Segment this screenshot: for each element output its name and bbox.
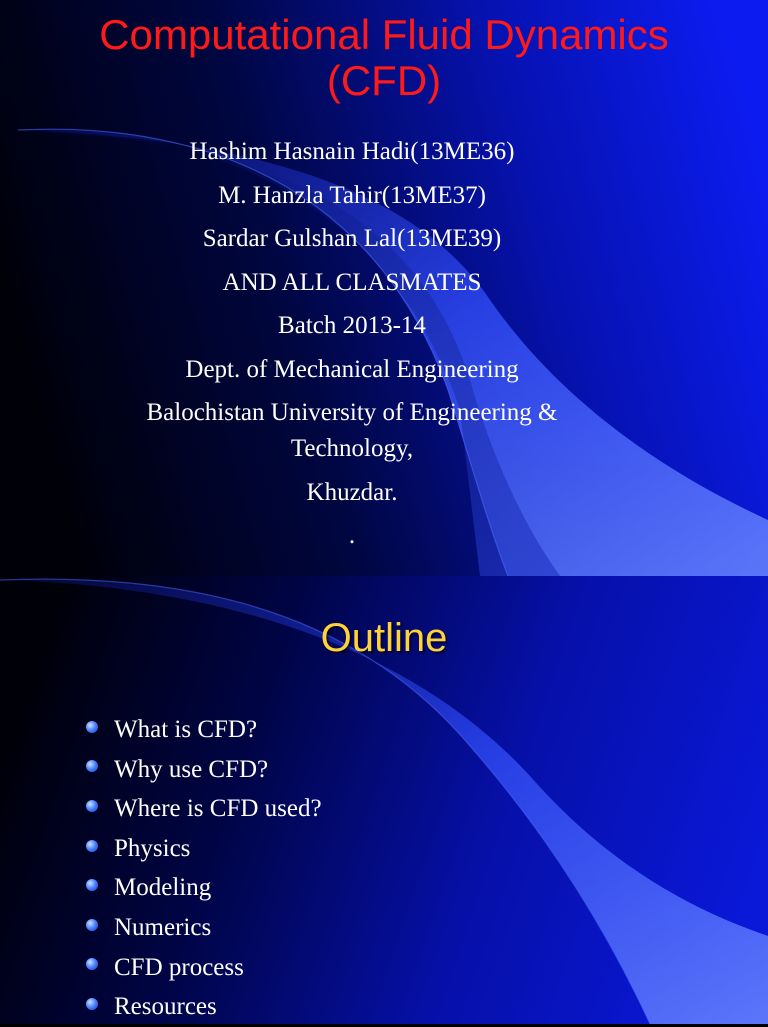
city-line: Khuzdar.	[306, 478, 398, 506]
bullet-icon	[86, 800, 98, 812]
list-item-label: Where is CFD used?	[114, 795, 322, 823]
title-line-1: Computational Fluid Dynamics	[99, 11, 669, 58]
outline-list	[86, 710, 322, 1027]
bullet-icon	[86, 840, 98, 852]
author-line: Sardar Gulshan Lal(13ME39)	[202, 225, 502, 252]
slide-title	[0, 12, 768, 104]
list-item	[86, 908, 322, 948]
bullet-icon	[86, 958, 98, 970]
list-item	[86, 987, 322, 1027]
university-line: Technology,	[290, 435, 414, 462]
list-item-label: Physics	[114, 834, 191, 862]
list-item-label: Modeling	[114, 874, 212, 902]
list-item	[86, 868, 322, 908]
author-line: M. Hanzla Tahir(13ME37)	[218, 181, 486, 209]
author-line: AND ALL CLASMATES	[222, 268, 482, 296]
bullet-icon	[86, 760, 98, 772]
list-item	[86, 710, 322, 750]
author-block	[60, 134, 644, 562]
department-line: Dept. of Mechanical Engineering	[185, 355, 519, 383]
list-item	[86, 829, 322, 869]
title-line-2: (CFD)	[326, 57, 442, 104]
batch-line: Batch 2013-14	[278, 312, 426, 339]
author-line: Hashim Hasnain Hadi(13ME36)	[189, 138, 515, 165]
bullet-icon	[86, 919, 98, 931]
list-item	[86, 948, 322, 988]
bullet-icon	[86, 998, 98, 1010]
list-item-label: CFD process	[114, 953, 244, 981]
list-item	[86, 750, 322, 790]
bullet-icon	[86, 879, 98, 891]
outline-title: Outline	[320, 616, 448, 660]
list-item	[86, 789, 322, 829]
list-item-label: Numerics	[114, 913, 212, 941]
trailing-dot: .	[348, 522, 356, 549]
university-line: Balochistan University of Engineering &	[146, 399, 558, 426]
bullet-icon	[86, 721, 98, 733]
list-item-label: What is CFD?	[114, 716, 258, 743]
list-item-label: Why use CFD?	[114, 755, 269, 783]
list-item-label: Resources	[114, 993, 217, 1021]
